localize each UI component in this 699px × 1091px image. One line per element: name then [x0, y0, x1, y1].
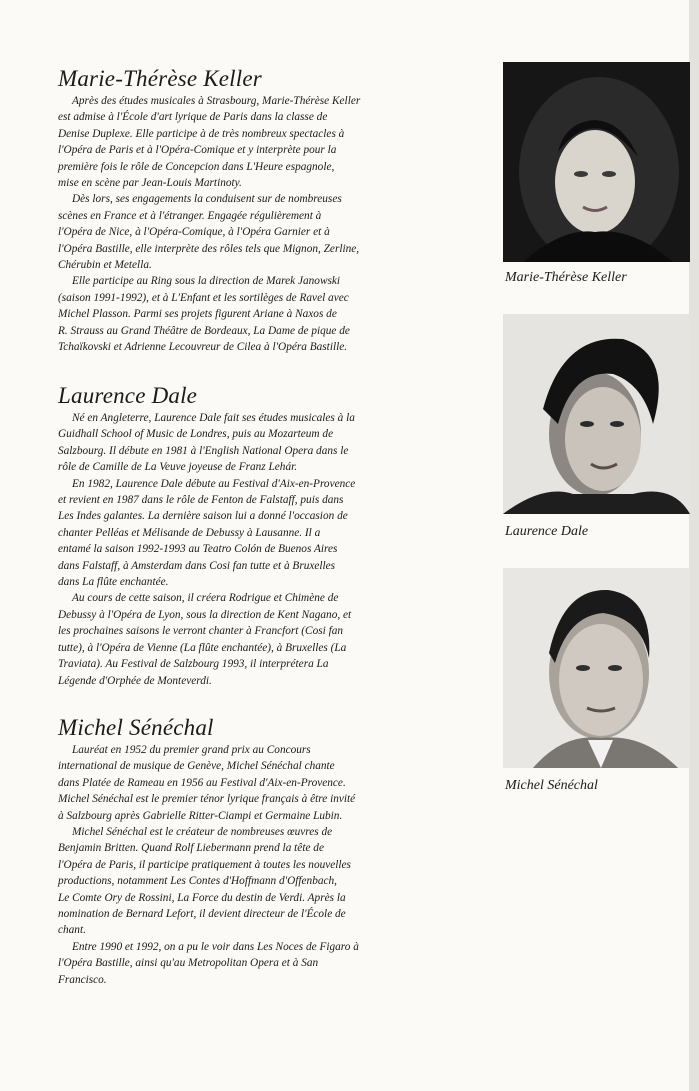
portrait-photo-dale — [503, 314, 690, 514]
artist-section-dale — [58, 383, 483, 689]
bio-paragraph-3: Elle participe au Ring sous la direction de Marek Janowski (saison 1991-1992), et à L'Enfant et les sortilèges de Ravel avec Michel Plasson. Parmi ses projets figurent Ariane à Naxos de R. Strauss au Grand Théâtre de Bordeaux, La Dame de pique de Tchaïkovski et Adrienne Lecouvreur de Cilea à l'Opéra Bastille. — [58, 275, 350, 354]
artist-section-senechal — [58, 715, 483, 988]
bio-paragraph-1: Après des études musicales à Strasbourg, Marie-Thérèse Keller est admise à l'École d'art lyrique de Paris dans la classe de Denise Duplexe. Elle participe à de très nombreux spectacles à l'Opéra de Paris et à l'Opéra-Comique et y interprète pour la première fois le rôle de Concepcion dans L'Heure espagnole, mise en scène par Jean-Louis Martinoty. — [58, 95, 361, 190]
bio-paragraph-2: En 1982, Laurence Dale débute au Festival d'Aix-en-Provence et revient en 1987 dans le rôle de Fenton de Falstaff, puis dans Les Indes galantes. La dernière saison lui a donné l'occasion de chanter Pelléas et Mélisande de Debussy à Lausanne. Il a entamé la saison 1992-1993 au Teatro Colón de Buenos Aires dans Falstaff, à Amsterdam dans Cosi fan tutte et à Bruxelles dans La flûte enchantée. — [58, 477, 356, 589]
bio-paragraph-3: Entre 1990 et 1992, on a pu le voir dans Les Noces de Figaro à l'Opéra Bastille, ainsi qu'au Metropolitan Opera et à San Francisco. — [58, 940, 359, 986]
portrait-photo-senechal — [503, 568, 690, 768]
bio-paragraph-3: Au cours de cette saison, il créera Rodrigue et Chimène de Debussy à l'Opéra de Lyon, sous la direction de Kent Nagano, et les prochaines saisons le verront chanter à Francfort (Cosi fan tutte), à l'Opéra de Vienne (La flûte enchantée), à Bruxelles (La Traviata). Au Festival de Salzbourg 1993, il interprétera La Légende d'Orphée de Monteverdi. — [58, 592, 352, 687]
photo-caption: Laurence Dale — [505, 524, 589, 539]
bio-paragraph-1: Né en Angleterre, Laurence Dale fait ses études musicales à la Guidhall School of Music de Londres, puis au Mozarteum de Salzbourg. Il débute en 1981 à l'English National Opera dans le rôle de Camille de La Veuve joyeuse de Franz Lehár. — [58, 412, 355, 474]
photo-caption: Marie-Thérèse Keller — [505, 270, 627, 285]
bio-paragraph-2: Dès lors, ses engagements la conduisent sur de nombreuses scènes en France et à l'étranger. Engagée régulièrement à l'Opéra de Nice, à l'Opéra-Comique, à l'Opéra Garnier et à l'Opéra Bastille, elle interprète des rôles tels que Mignon, Zerline, Chérubin et Metella. — [58, 193, 360, 272]
artist-name: Laurence Dale — [58, 383, 198, 408]
portrait-photo-keller — [503, 62, 690, 262]
photo-caption: Michel Sénéchal — [505, 778, 598, 793]
artist-name: Marie-Thérèse Keller — [58, 66, 262, 91]
artist-section-keller — [58, 66, 483, 356]
page-edge — [689, 0, 699, 1091]
bio-paragraph-2: Michel Sénéchal est le créateur de nombreuses œuvres de Benjamin Britten. Quand Rolf Liebermann prend la tête de l'Opéra de Paris, il participe pratiquement à toutes les nouvelles productions, notamment Les Contes d'Hoffmann d'Offenbach, Le Comte Ory de Rossini, La Force du destin de Verdi. Après la nomination de Bernard Lefort, il devient directeur de l'École de chant. — [58, 826, 351, 937]
bio-paragraph-1: Lauréat en 1952 du premier grand prix au Concours international de musique de Genève, Michel Sénéchal chante dans Platée de Rameau en 1956 au Festival d'Aix-en-Provence. Michel Sénéchal est le premier ténor lyrique français à être invité à Salzbourg après Gabrielle Ritter-Ciampi et Germaine Lubin. — [58, 744, 356, 822]
artist-name: Michel Sénéchal — [58, 715, 214, 740]
